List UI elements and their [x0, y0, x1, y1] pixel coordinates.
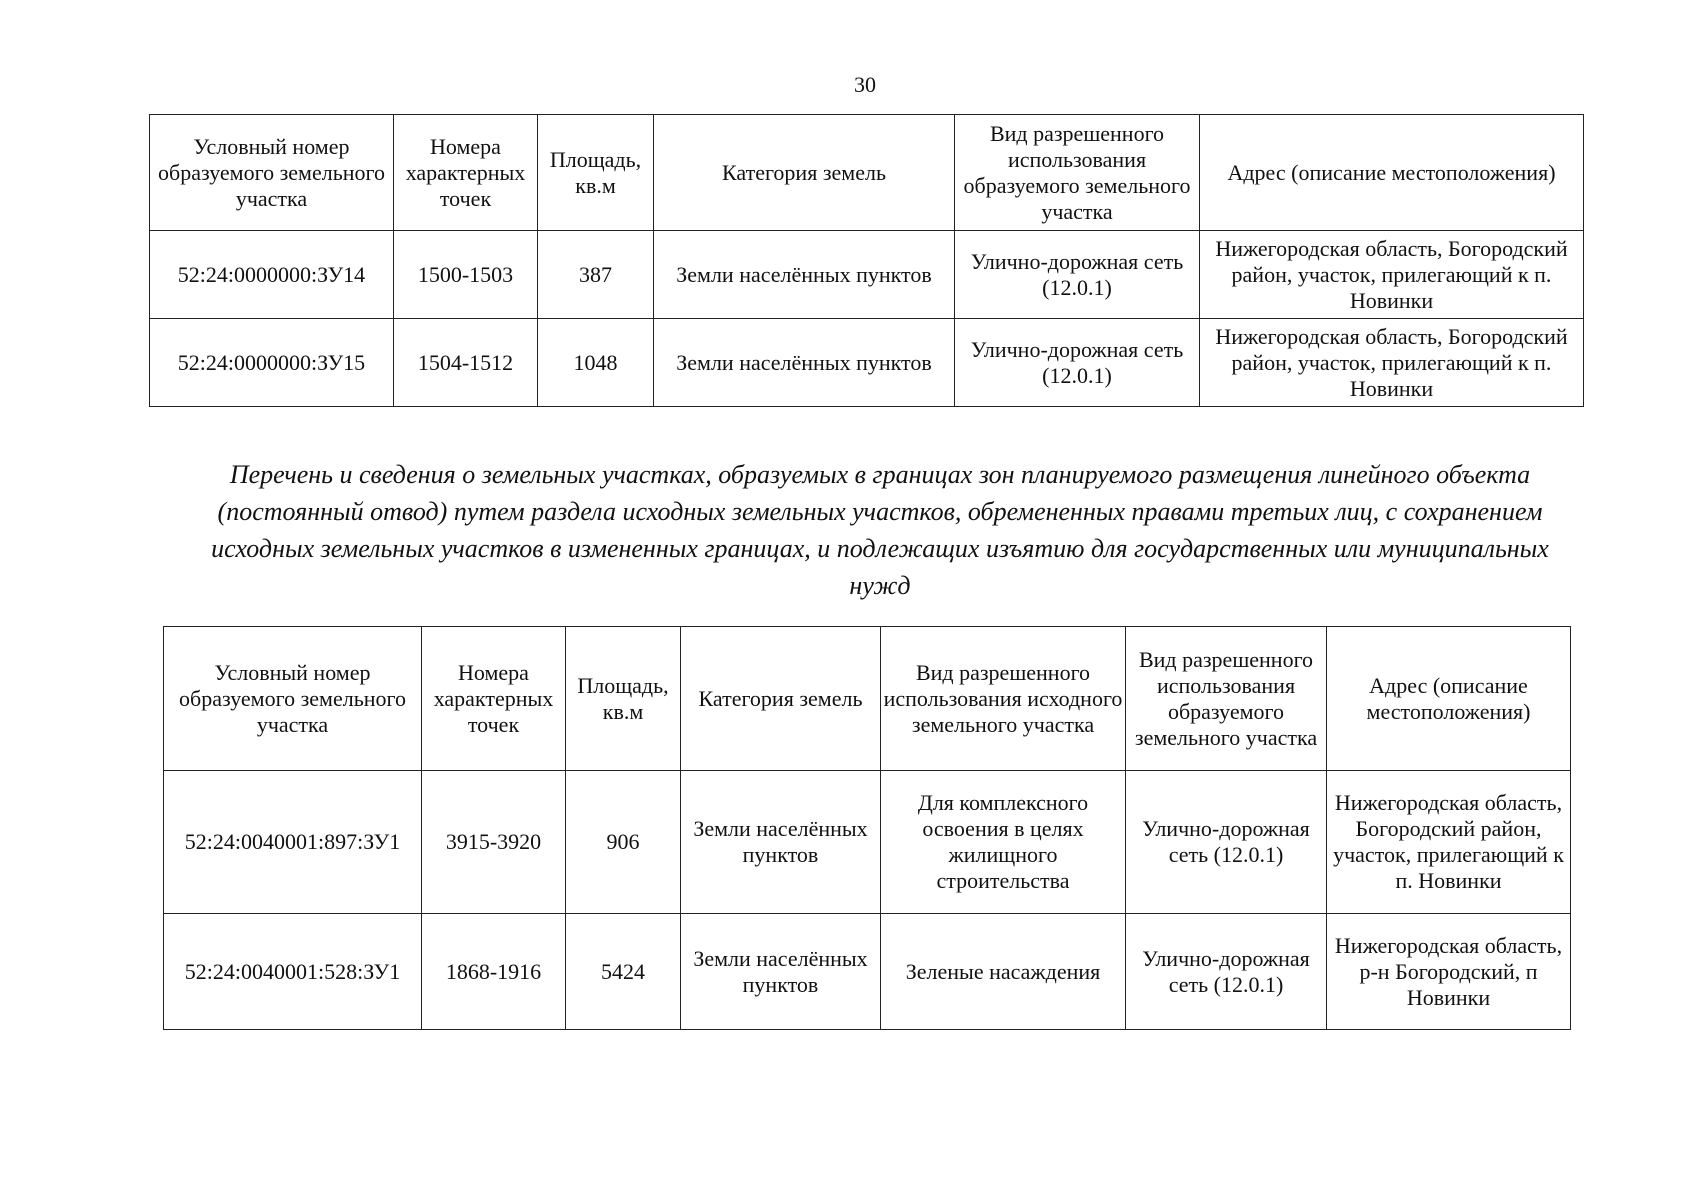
header-points: Номера характерных точек — [394, 115, 538, 231]
cell-plot-number: 52:24:0000000:ЗУ15 — [150, 319, 394, 407]
land-plots-table-2 — [163, 626, 1571, 1030]
table-row — [150, 231, 1584, 319]
page-number: 30 — [854, 72, 876, 97]
cell-plot-number: 52:24:0040001:528:ЗУ1 — [164, 914, 422, 1030]
table-header-row — [164, 627, 1571, 771]
table-row — [164, 914, 1571, 1030]
table-row — [150, 319, 1584, 407]
cell-points: 1500-1503 — [394, 231, 538, 319]
cell-area: 5424 — [566, 914, 681, 1030]
table-header-row — [150, 115, 1584, 231]
cell-source-permitted-use: Зеленые насаждения — [881, 914, 1126, 1030]
cell-points: 1868-1916 — [422, 914, 566, 1030]
header-points: Номера характерных точек — [422, 627, 566, 771]
cell-address: Нижегородская область, Богородский район, участок, прилегающий к п. Новинки — [1327, 771, 1571, 914]
cell-permitted-use: Улично-дорожная сеть (12.0.1) — [955, 319, 1200, 407]
cell-permitted-use: Улично-дорожная сеть (12.0.1) — [1126, 914, 1327, 1030]
header-land-category: Категория земель — [654, 115, 955, 231]
header-address: Адрес (описание местоположения) — [1200, 115, 1584, 231]
header-plot-number: Условный номер образуемого земельного участка — [164, 627, 422, 771]
table-row — [164, 771, 1571, 914]
cell-address: Нижегородская область, Богородский район, участок, прилегающий к п. Новинки — [1200, 319, 1584, 407]
header-plot-number: Условный номер образуемого земельного участка — [150, 115, 394, 231]
cell-land-category: Земли населённых пунктов — [654, 319, 955, 407]
section-title: Перечень и сведения о земельных участках, образуемых в границах зон планируемого размещения линейного объекта (постоянный отвод) путем раздела исходных земельных участков, обремененных правами третьих лиц, с сохранением исходных земельных участков в измененных границах, и подлежащих изъятию для государственных или муниципальных нужд — [211, 460, 1549, 600]
cell-plot-number: 52:24:0000000:ЗУ14 — [150, 231, 394, 319]
header-permitted-use: Вид разрешенного использования образуемого земельного участка — [955, 115, 1200, 231]
header-area: Площадь, кв.м — [538, 115, 654, 231]
cell-land-category: Земли населённых пунктов — [654, 231, 955, 319]
cell-land-category: Земли населённых пунктов — [681, 771, 881, 914]
land-plots-table-1 — [149, 114, 1584, 407]
cell-address: Нижегородская область, Богородский район, участок, прилегающий к п. Новинки — [1200, 231, 1584, 319]
cell-points: 1504-1512 — [394, 319, 538, 407]
header-area: Площадь, кв.м — [566, 627, 681, 771]
cell-area: 906 — [566, 771, 681, 914]
cell-plot-number: 52:24:0040001:897:ЗУ1 — [164, 771, 422, 914]
header-source-permitted-use: Вид разрешенного использования исходного земельного участка — [881, 627, 1126, 771]
cell-permitted-use: Улично-дорожная сеть (12.0.1) — [1126, 771, 1327, 914]
header-land-category: Категория земель — [681, 627, 881, 771]
header-address: Адрес (описание местоположения) — [1327, 627, 1571, 771]
cell-source-permitted-use: Для комплексного освоения в целях жилищного строительства — [881, 771, 1126, 914]
cell-permitted-use: Улично-дорожная сеть (12.0.1) — [955, 231, 1200, 319]
cell-address: Нижегородская область, р-н Богородский, п Новинки — [1327, 914, 1571, 1030]
header-permitted-use: Вид разрешенного использования образуемого земельного участка — [1126, 627, 1327, 771]
cell-points: 3915-3920 — [422, 771, 566, 914]
cell-area: 1048 — [538, 319, 654, 407]
cell-area: 387 — [538, 231, 654, 319]
cell-land-category: Земли населённых пунктов — [681, 914, 881, 1030]
